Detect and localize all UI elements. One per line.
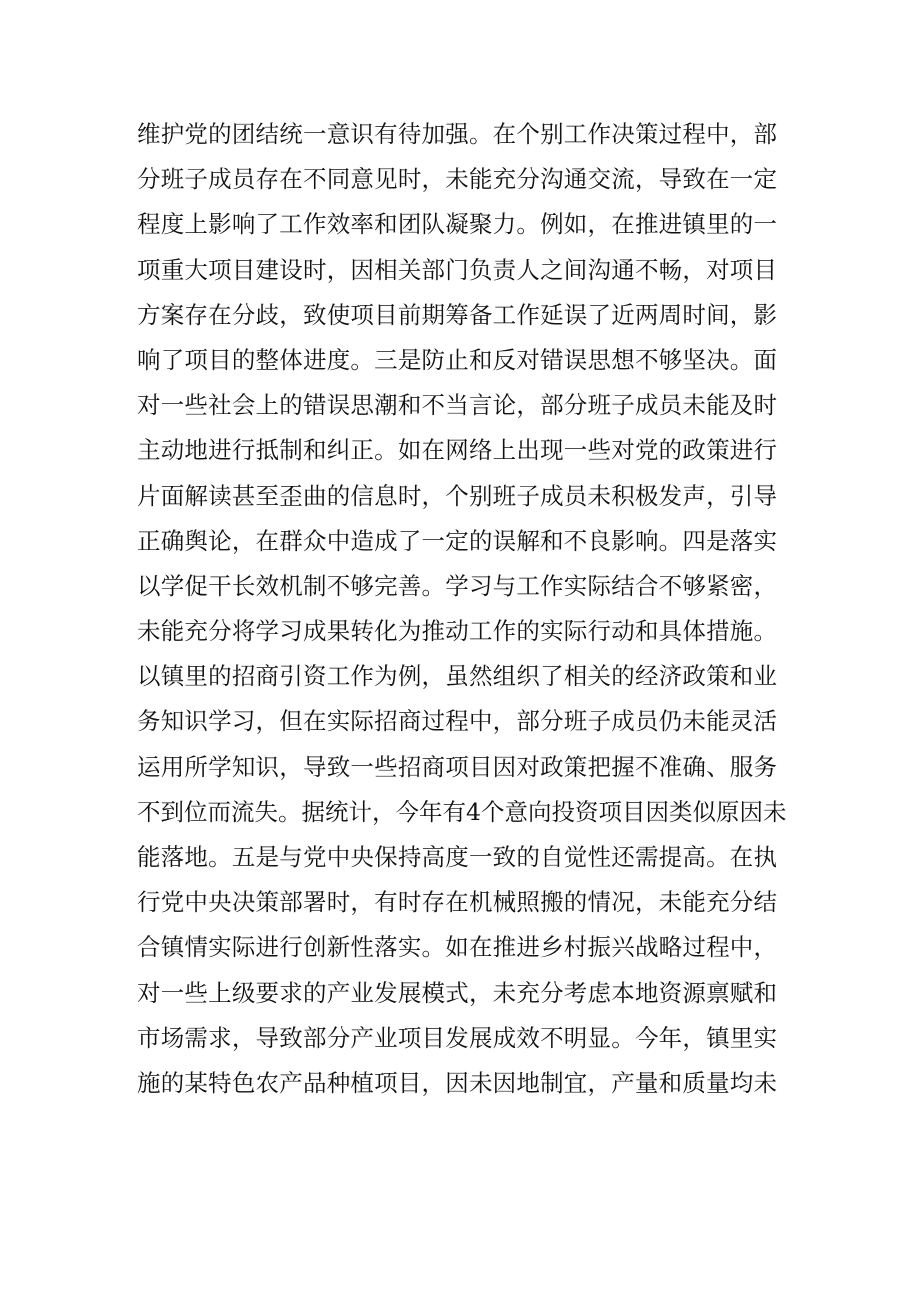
text-line: 维护党的团结统一意识有待加强。在个别工作决策过程中，部 (137, 120, 777, 148)
text-line: 以学促干长效机制不够完善。学习与工作实际结合不够紧密， (137, 571, 777, 600)
text-line: 能落地。五是与党中央保持高度一致的自觉性还需提高。在执 (137, 843, 777, 871)
text-line: 对一些社会上的错误思潮和不当言论，部分班子成员未能及时 (137, 391, 777, 420)
text-line: 务知识学习，但在实际招商过程中，部分班子成员仍未能灵活 (137, 707, 777, 736)
text-line: 合镇情实际进行创新性落实。如在推进乡村振兴战略过程中， (137, 933, 777, 962)
text-line: 以镇里的招商引资工作为例，虽然组织了相关的经济政策和业 (137, 662, 777, 691)
text-line: 主动地进行抵制和纠正。如在网络上出现一些对党的政策进行 (137, 436, 777, 465)
text-line: 响了项目的整体进度。三是防止和反对错误思想不够坚决。面 (137, 345, 777, 374)
text-line: 对一些上级要求的产业发展模式，未充分考虑本地资源禀赋和 (137, 978, 777, 1007)
text-line: 不到位而流失。据统计，今年有4个意向投资项目因类似原因未 (137, 797, 787, 826)
text-line: 市场需求，导致部分产业项目发展成效不明显。今年，镇里实 (137, 1023, 777, 1052)
text-line: 分班子成员存在不同意见时，未能充分沟通交流，导致在一定 (137, 165, 777, 194)
text-line: 方案存在分歧，致使项目前期筹备工作延误了近两周时间，影 (137, 300, 777, 329)
text-line: 行党中央决策部署时，有时存在机械照搬的情况，未能充分结 (137, 888, 777, 917)
body-paragraph (137, 112, 787, 1106)
text-line: 正确舆论，在群众中造成了一定的误解和不良影响。四是落实 (137, 526, 777, 555)
text-line: 施的某特色农产品种植项目，因未因地制宜，产量和质量均未 (137, 1068, 777, 1097)
text-line: 项重大项目建设时，因相关部门负责人之间沟通不畅，对项目 (137, 255, 777, 284)
text-line: 未能充分将学习成果转化为推动工作的实际行动和具体措施。 (137, 617, 777, 646)
text-line: 片面解读甚至歪曲的信息时，个别班子成员未积极发声，引导 (137, 481, 777, 510)
text-line: 运用所学知识，导致一些招商项目因对政策把握不准确、服务 (137, 752, 777, 781)
text-line: 程度上影响了工作效率和团队凝聚力。例如，在推进镇里的一 (137, 210, 777, 239)
